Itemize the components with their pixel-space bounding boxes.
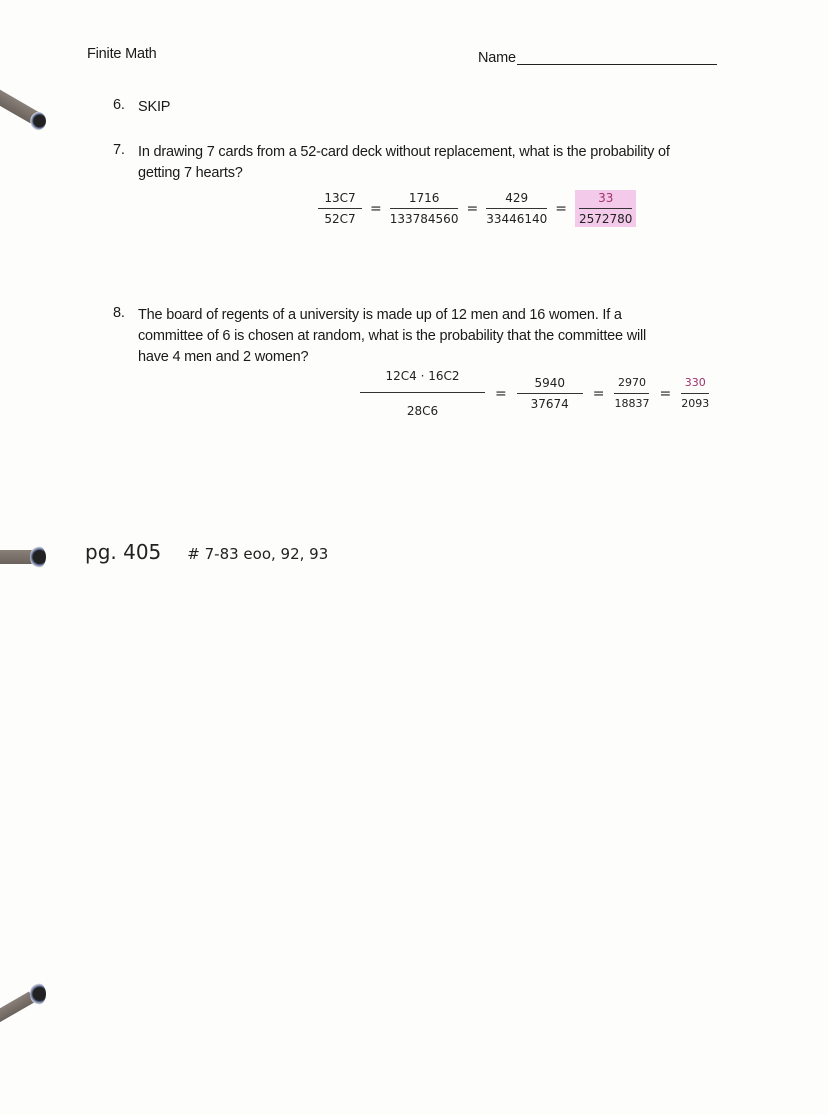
question-6-number: 6.: [113, 97, 125, 113]
question-8-text-line2: committee of 6 is chosen at random, what is the probability that the committee will: [138, 328, 647, 344]
equals-sign: =: [495, 385, 507, 402]
homework-assignment: # 7-83 eoo, 92, 93: [187, 545, 329, 563]
question-8-work: [360, 368, 709, 419]
name-field-line[interactable]: [517, 64, 717, 65]
q7-answer-fraction: [575, 190, 636, 227]
name-label: Name: [478, 50, 516, 66]
q8-step1-numerator: 12C4 · 16C2: [385, 369, 460, 383]
question-7-work: [318, 190, 636, 227]
question-7-text-line1: In drawing 7 cards from a 52-card deck without replacement, what is the probability of: [138, 144, 670, 160]
q7-step2-numerator: 1716: [408, 191, 440, 205]
equals-sign: =: [466, 200, 479, 217]
homework-note: [85, 540, 328, 564]
q7-step1-denominator: 52C7: [324, 212, 356, 226]
q8-step2-fraction: [517, 375, 583, 412]
q7-step3-denominator: 33446140: [486, 212, 548, 226]
homework-page: pg. 405: [85, 540, 162, 564]
binder-ring-bottom: [30, 983, 46, 1005]
equals-sign: =: [592, 385, 605, 402]
question-8-text-line3: have 4 men and 2 women?: [138, 349, 309, 365]
q8-answer-denominator: 2093: [681, 397, 710, 410]
q7-step3-fraction: [486, 190, 547, 227]
q7-answer-denominator: 2572780: [579, 212, 633, 226]
equals-sign: =: [370, 200, 382, 217]
q7-step2-denominator: 133784560: [389, 212, 459, 226]
q7-step1-fraction: [318, 190, 362, 227]
q7-step1-numerator: 13C7: [324, 191, 356, 205]
course-title: Finite Math: [87, 46, 157, 62]
question-8-number: 8.: [113, 305, 125, 321]
question-8-text-line1: The board of regents of a university is made up of 12 men and 16 women. If a: [138, 307, 622, 323]
q8-step1-denominator: 28C6: [406, 404, 439, 418]
binder-ring-middle: [30, 546, 46, 568]
question-7-number: 7.: [113, 142, 125, 158]
equals-sign: =: [659, 385, 672, 402]
q8-step3-fraction: [614, 375, 649, 412]
binder-ring-top: [30, 112, 46, 130]
q8-step3-numerator: 2970: [617, 376, 646, 389]
q7-answer-numerator: 33: [598, 191, 614, 205]
q8-answer-fraction: [681, 375, 709, 412]
question-7-text-line2: getting 7 hearts?: [138, 165, 243, 181]
q8-answer-numerator: 330: [684, 376, 706, 389]
q8-step3-denominator: 18837: [614, 397, 650, 410]
q8-step2-denominator: 37674: [530, 397, 569, 411]
q8-step2-numerator: 5940: [534, 376, 565, 390]
question-6-text: SKIP: [138, 99, 171, 115]
equals-sign: =: [555, 200, 567, 217]
q7-step2-fraction: [390, 190, 459, 227]
q8-step1-fraction: [360, 368, 485, 419]
q7-step3-numerator: 429: [505, 191, 529, 205]
